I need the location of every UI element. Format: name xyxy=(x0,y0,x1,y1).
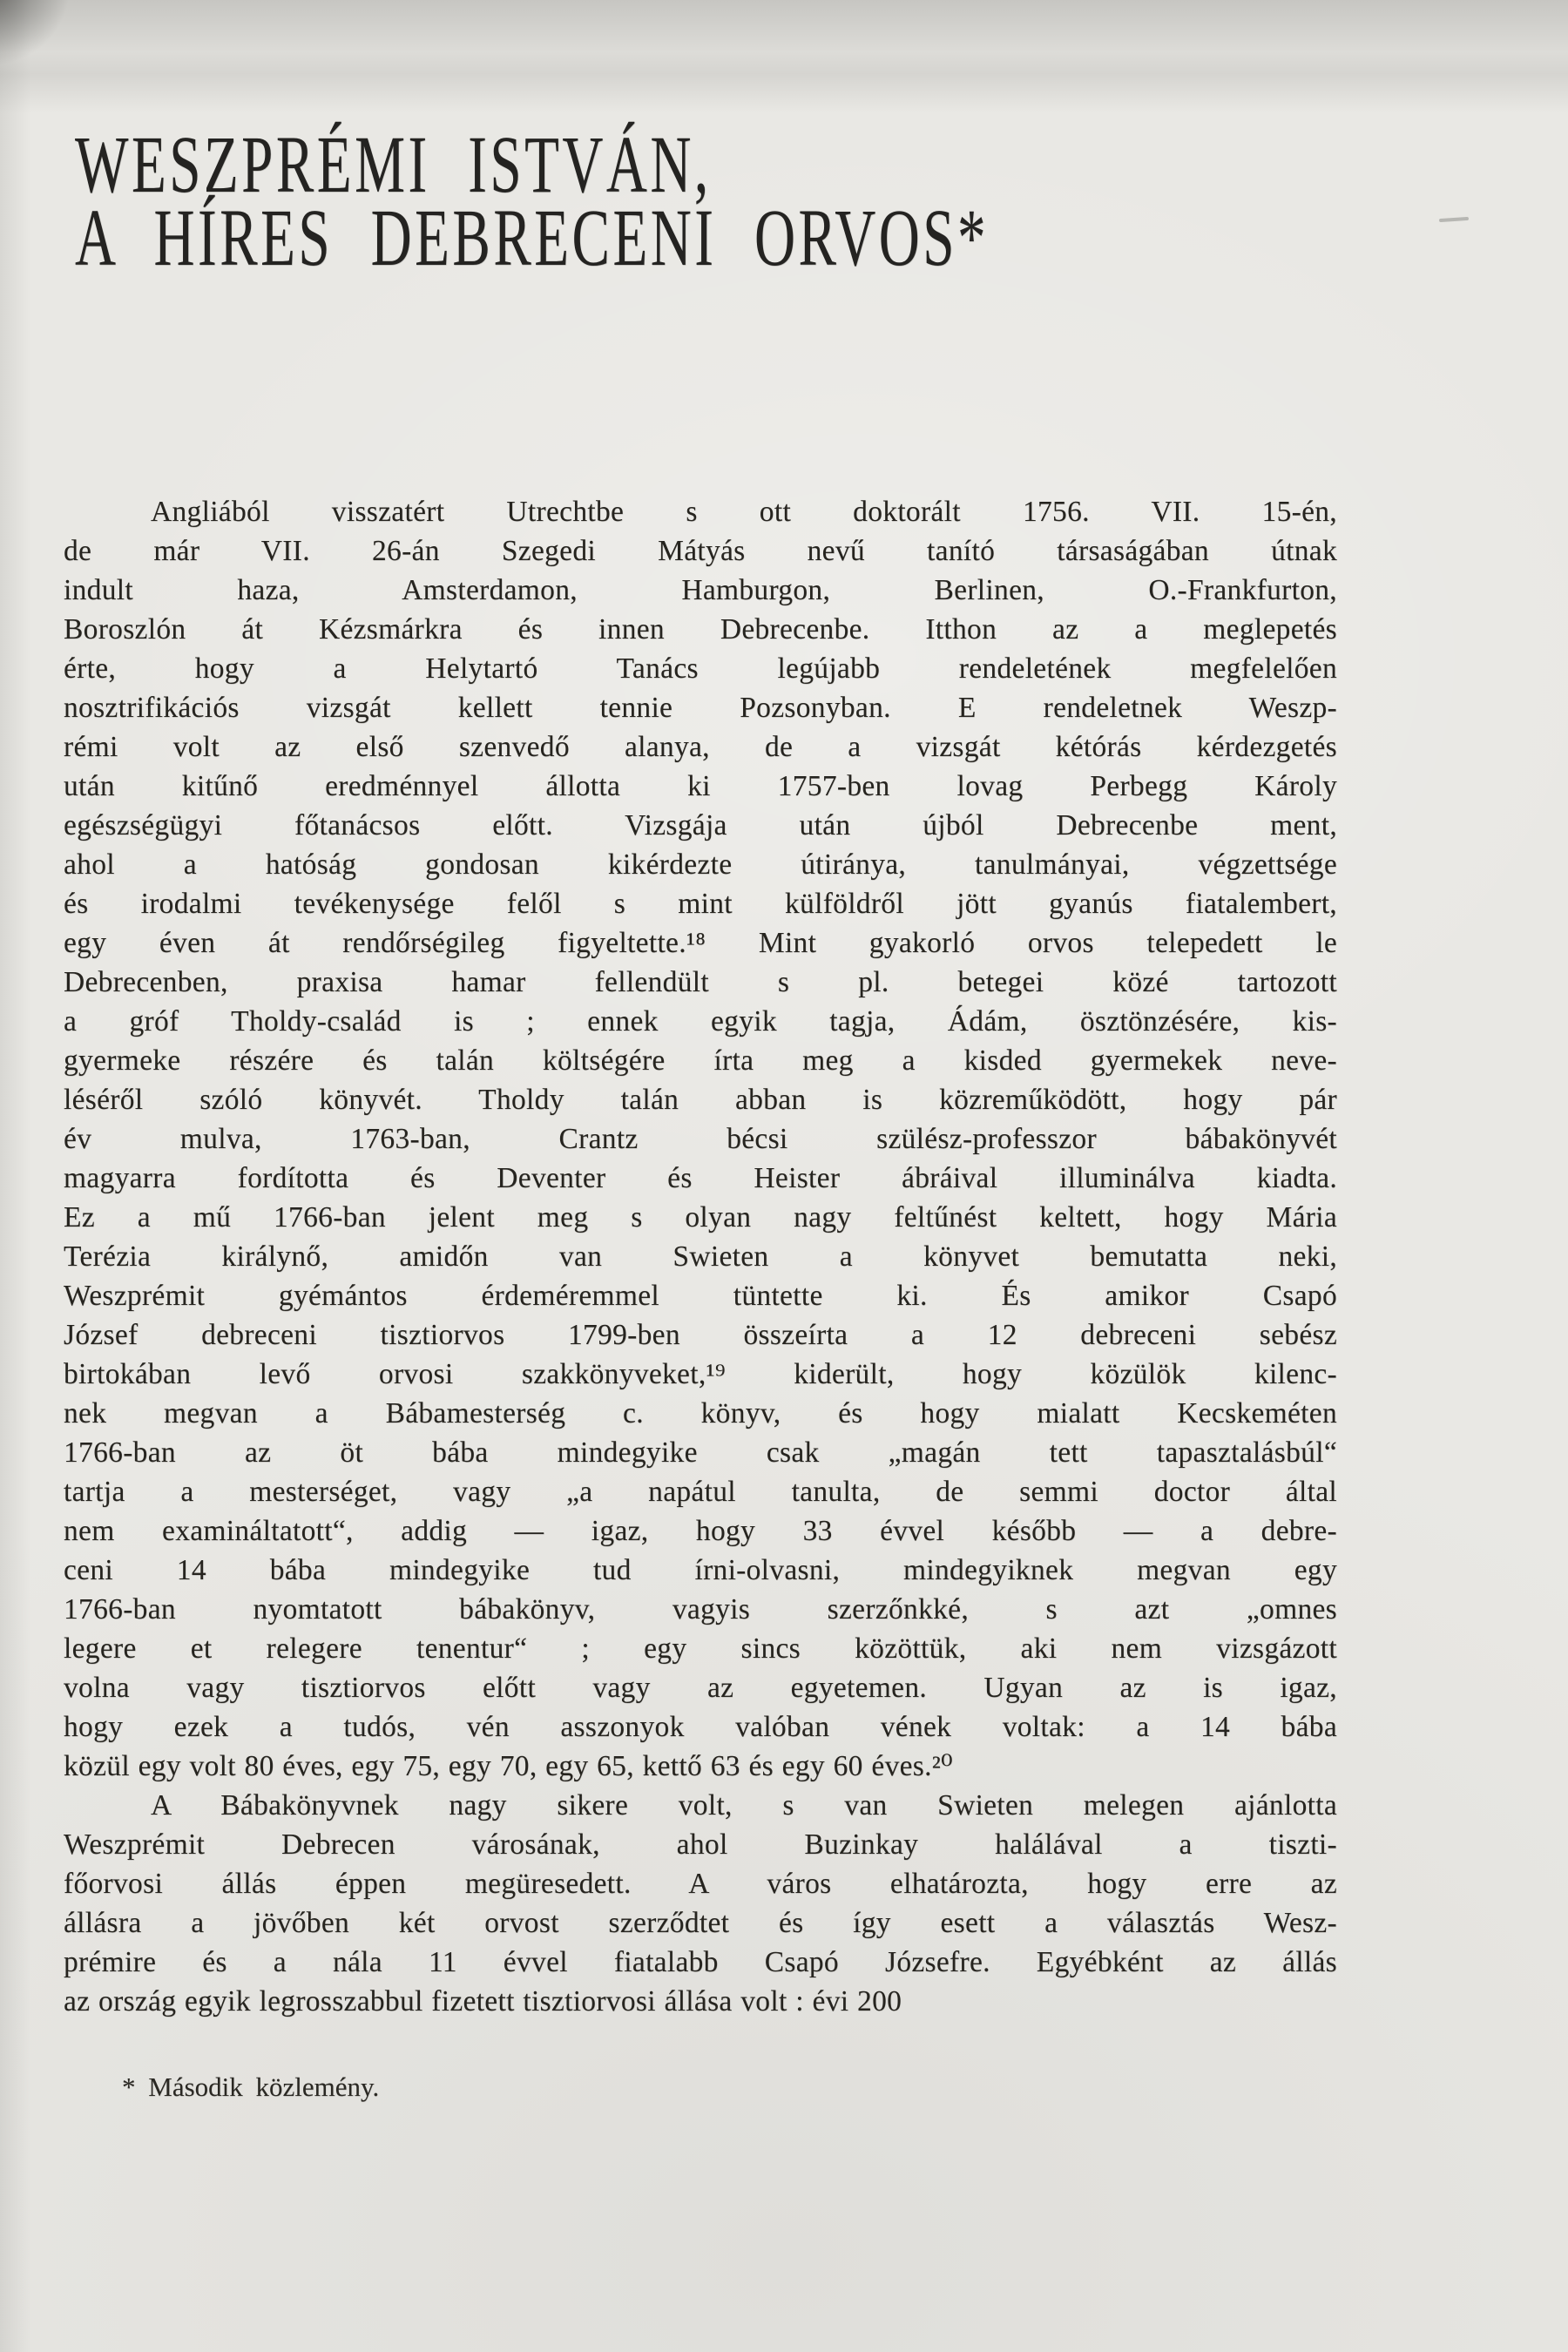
text-line: Debrecenben, praxisa hamar fellendült s pl. betegei közé tartozott xyxy=(64,966,1337,998)
text-line: az ország egyik legrosszabbul fizetett tisztiorvosi állása volt : évi 200 xyxy=(64,1985,902,2017)
text-line: birtokában levő orvosi szakkönyveket,¹⁹ kiderült, hogy közülök kilenc- xyxy=(64,1358,1337,1390)
text-line: nem examináltatott“, addig — igaz, hogy 33 évvel később — a debre- xyxy=(64,1515,1337,1547)
text-line: év mulva, 1763-ban, Crantz bécsi szülész-professzor bábakönyvét xyxy=(64,1123,1337,1155)
text-line: állásra a jövőben két orvost szerződtet és így esett a választás Wesz- xyxy=(64,1907,1337,1939)
text-line: hogy ezek a tudós, vén asszonyok valóban vének voltak: a 14 bába xyxy=(64,1711,1337,1743)
text-line: de már VII. 26-án Szegedi Mátyás nevű tanító társaságában útnak xyxy=(64,535,1337,567)
text-line: ceni 14 bába mindegyike tud írni-olvasni, mindegyiknek megvan egy xyxy=(64,1554,1337,1586)
text-line: Weszprémit Debrecen városának, ahol Buzinkay halálával a tiszti- xyxy=(64,1828,1337,1861)
text-line: 1766-ban az öt bába mindegyike csak „magán tett tapasztalásbúl“ xyxy=(64,1436,1337,1469)
text-line: József debreceni tisztiorvos 1799-ben összeírta a 12 debreceni sebész xyxy=(64,1319,1337,1351)
text-line: gyermeke részére és talán költségére írta meg a kisded gyermekek neve- xyxy=(64,1044,1337,1077)
text-line: 1766-ban nyomtatott bábakönyv, vagyis szerzőnkké, s azt „omnes xyxy=(64,1593,1337,1625)
text-line: legere et relegere tenentur“ ; egy sincs közöttük, aki nem vizsgázott xyxy=(64,1632,1337,1665)
text-line: rémi volt az első szenvedő alanya, de a vizsgát kétórás kérdezgetés xyxy=(64,731,1337,763)
text-line: Angliából visszatért Utrechtbe s ott doktorált 1756. VII. 15-én, xyxy=(151,496,1337,528)
text-line: ahol a hatóság gondosan kikérdezte útiránya, tanulmányai, végzettsége xyxy=(64,848,1337,881)
text-line: Weszprémit gyémántos érdeméremmel tüntette ki. És amikor Csapó xyxy=(64,1280,1337,1312)
footnote-text: * Második közlemény. xyxy=(122,2072,380,2102)
text-line: magyarra fordította és Deventer és Heister ábráival illuminálva kiadta. xyxy=(64,1162,1337,1194)
text-line: érte, hogy a Helytartó Tanács legújabb rendeletének megfelelően xyxy=(64,652,1337,685)
text-line: egészségügyi főtanácsos előtt. Vizsgája után újból Debrecenbe ment, xyxy=(64,809,1337,841)
text-line: egy éven át rendőrségileg figyeltette.¹⁸ Mint gyakorló orvos telepedett le xyxy=(64,927,1337,959)
text-line: és irodalmi tevékenysége felől s mint külföldről jött gyanús fiatalembert, xyxy=(64,888,1337,920)
text-line: volna vagy tisztiorvos előtt vagy az egyetemen. Ugyan az is igaz, xyxy=(64,1672,1337,1704)
text-line: A Bábakönyvnek nagy sikere volt, s van Swieten melegen ajánlotta xyxy=(151,1789,1337,1821)
text-line: főorvosi állás éppen megüresedett. A város elhatározta, hogy erre az xyxy=(64,1868,1337,1900)
text-line: után kitűnő eredménnyel állotta ki 1757-ben lovag Perbegg Károly xyxy=(64,770,1337,802)
article-body xyxy=(64,492,1337,2021)
text-line: nek megvan a Bábamesterség c. könyv, és hogy mialatt Kecskeméten xyxy=(64,1397,1337,1429)
text-line: Boroszlón át Kézsmárkra és innen Debrecenbe. Itthon az a meglepetés xyxy=(64,613,1337,645)
text-line: léséről szóló könyvét. Tholdy talán abban is közreműködött, hogy pár xyxy=(64,1084,1337,1116)
text-line: indult haza, Amsterdamon, Hamburgon, Berlinen, O.-Frankfurton, xyxy=(64,574,1337,606)
text-line: Ez a mű 1766-ban jelent meg s olyan nagy feltűnést keltett, hogy Mária xyxy=(64,1201,1337,1233)
text-line: a gróf Tholdy-család is ; ennek egyik tagja, Ádám, ösztönzésére, kis- xyxy=(64,1005,1337,1037)
footnote xyxy=(122,2072,379,2103)
title-line-1: WESZPRÉMI ISTVÁN, xyxy=(75,120,712,210)
article-title xyxy=(75,120,990,283)
text-line: nosztrifikációs vizsgát kellett tennie Pozsonyban. E rendeletnek Weszp- xyxy=(64,692,1337,724)
text-line: Terézia királynő, amidőn van Swieten a könyvet bemutatta neki, xyxy=(64,1240,1337,1273)
text-line: prémire és a nála 11 évvel fiatalabb Csapó Józsefre. Egyébként az állás xyxy=(64,1946,1337,1978)
text-line: közül egy volt 80 éves, egy 75, egy 70, egy 65, kettő 63 és egy 60 éves.²⁰ xyxy=(64,1750,953,1782)
scan-artifact-dash xyxy=(1439,217,1469,222)
text-line: tartja a mesterséget, vagy „a napátul tanulta, de semmi doctor által xyxy=(64,1476,1337,1508)
title-line-2: A HÍRES DEBRECENI ORVOS* xyxy=(75,193,990,283)
